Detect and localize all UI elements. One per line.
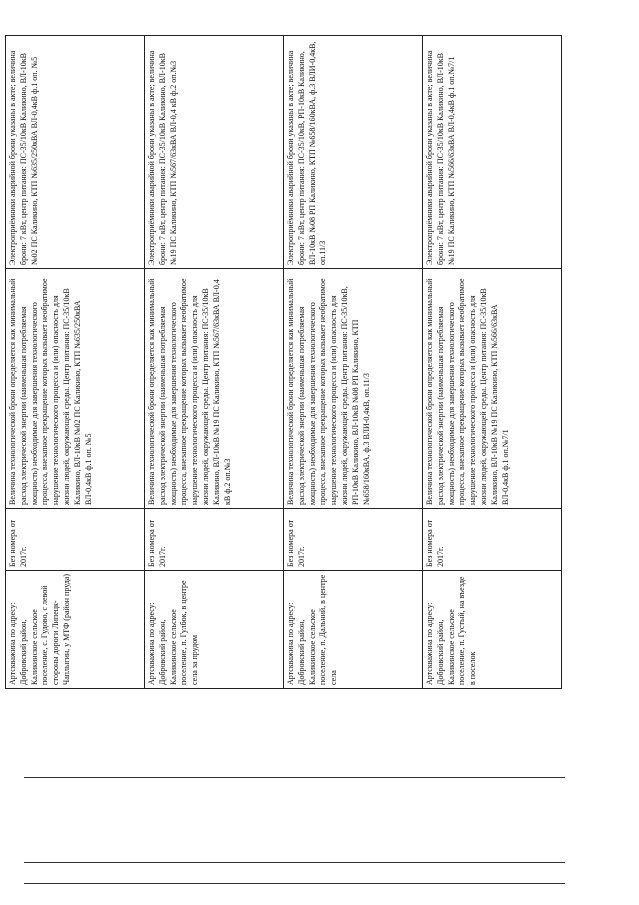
emergency-reserve-cell: Электроприёмники аварийной брони указаны в акте; величина брони: 7 кВт, центр питания: ПС-35/10кВ Каликино, ВЛ-10кВ №02 ПС Каликино, КТП №635/250кВА ВЛ-0,4кВ ф.1 оп. №5 (6, 36, 145, 269)
reservation-description-cell: Величина технологической брони определяется как минимальный расход электрической энергии (наименьшая потребляемая мощность) необходимые для завершения технологического процесса, внезапное прекращение которых вызывает необратимое нарушение технологического процесса и (или) опасность для жизни людей, окружающей среды. Центр питания: ПС-35/10кВ, РП-10кВ Каликино, ВЛ-10кВ №08 РП Каликино, КТП №658/160кВА, ф.3 ВЛИ-0,4кВ, оп.11/3 (284, 269, 423, 509)
reservation-description-cell: Величина технологической брони определяется как минимальный расход электрической энергии (наименьшая потребляемая мощность) необходимые для завершения технологического процесса, внезапное прекращение которых вызывает необратимое нарушение технологического процесса и (или) опасность для жизни людей, окружающей среды. Центр питания: ПС-35/10кВ Каликино, ВЛ-10кВ №19 ПС Каликино, КТП №567/63кВА ВЛ-0,4 кВ ф.2 оп.№3 (145, 269, 284, 509)
document-number-cell: Без номера от 2017г. (423, 509, 562, 571)
table-row (284, 36, 423, 689)
location-cell: Артскважина по адресу: Добровский район, Каликинское сельское поселение, п. Дальний, в центре села (284, 571, 423, 689)
horizontal-rule (24, 883, 565, 884)
location-cell: Артскважина по адресу: Добровский район, Каликинское сельское поселение, с. Гудово, с левой стороны дороги Липецк-Чаплыгин, у МТФ (район пруда) (6, 571, 145, 689)
location-cell: Артскважина по адресу: Добровский район, Каликинское сельское поселение, п. Густый, на въезде в поселок (423, 571, 562, 689)
table-row (423, 36, 562, 689)
reservation-description-cell: Величина технологической брони определяется как минимальный расход электрической энергии (наименьшая потребляемая мощность) необходимые для завершения технологического процесса, внезапное прекращение которых вызывает необратимое нарушение технологического процесса и (или) опасность для жизни людей, окружающей среды. Центр питания: ПС-35/10кВ Каликино, ВЛ-10кВ №19 ПС Каликино, КТП №566/63кВА ВЛ-0,4кВ ф.1 оп.№7/1 (423, 269, 562, 509)
reservation-table (5, 35, 562, 689)
emergency-reserve-cell: Электроприёмники аварийной брони указаны в акте; величина брони: 7 кВт, центр питания: ПС-35/10кВ Каликино, ВЛ-10кВ №19 ПС Каликино, КТП №567/63кВА ВЛ-0,4 кВ ф.2 оп.№3 (145, 36, 284, 269)
emergency-reserve-cell: Электроприёмники аварийной брони указаны в акте; величина брони: 7 кВт, центр питания: ПС-35/10кВ Каликино, ВЛ-10кВ №19 ПС Каликино, КТП №566/63кВА ВЛ-0,4кВ ф.1 оп.№7/1 (423, 36, 562, 269)
location-cell: Артскважина по адресу: Добровский район, Каликинское сельское поселение, п. Гулбок, в центре села за прудом (145, 571, 284, 689)
table-row (145, 36, 284, 689)
emergency-reserve-cell: Электроприёмники аварийной брони указаны в акте; величина брони: 7 кВт, центр питания: ПС-35/10кВ, РП-10кВ Каликино, ВЛ-10кВ №08 РП Каликино, КТП №658/160кВА, ф.3 ВЛИ-0,4кВ, оп.11/3 (284, 36, 423, 269)
horizontal-rule (24, 777, 565, 778)
document-number-cell: Без номера от 2017г. (145, 509, 284, 571)
document-number-cell: Без номера от 2017г. (6, 509, 145, 571)
horizontal-rule (24, 862, 565, 863)
table-row (6, 36, 145, 689)
document-number-cell: Без номера от 2017г. (284, 509, 423, 571)
reservation-description-cell: Величина технологической брони определяется как минимальный расход электрической энергии (наименьшая потребляемая мощность) необходимые для завершения технологического процесса, внезапное прекращение которых вызывает необратимое нарушение технологического процесса и (или) опасность для жизни людей, окружающей среды. Центр питания: ПС-35/10кВ Каликино, ВЛ-10кВ №02 ПС Каликино, КТП №635/250кВА ВЛ-0,4кВ ф.1 оп. №5 (6, 269, 145, 509)
